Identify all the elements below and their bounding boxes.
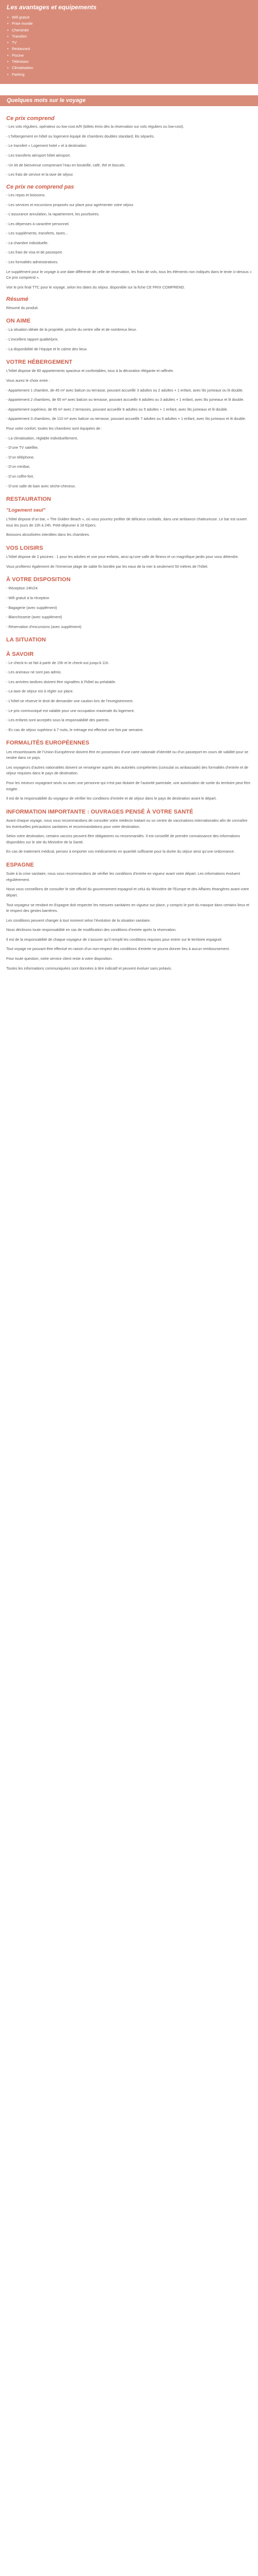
section-heading-caps: RESTAURATION — [6, 496, 51, 503]
paragraph: - Réservation d’excursions (avec supplément) — [6, 624, 82, 629]
advantage-item: • Parking — [12, 72, 251, 78]
advantages-header — [0, 0, 258, 15]
paragraph: - Wifi gratuit à la réception — [6, 595, 50, 600]
paragraph: - En cas de séjour supérieur à 7 nuits, le ménage est effectué une fois par semaine. — [6, 727, 144, 732]
paragraph: - L’hôtel se réserve le droit de demander une caution lors de l’enregistrement. — [6, 699, 134, 704]
paragraph: Tout voyageur se rendant en Espagne doit respecter les mesures sanitaires en vigueur sur place, y compris le port du masque dans certains lieux et le respect des gestes barrières. — [6, 902, 250, 913]
advantage-item: • Transfert — [12, 33, 251, 40]
page — [0, 0, 258, 975]
paragraph: L’hôtel dispose de 2 piscines : 1 pour les adultes et une pour enfants, ainsi qu’une salle de fitness et un magnifique jardin pour vous détendre. — [6, 554, 239, 559]
paragraph: Pour toute question, notre service client reste à votre disposition. — [6, 956, 113, 961]
advantages-list — [7, 14, 251, 78]
paragraph: - Les dépenses à caractère personnel. — [6, 221, 70, 226]
paragraph: - L’excellent rapport qualité/prix. — [6, 337, 59, 342]
paragraph: - Appartement supérieur, de 85 m² avec 2 terrasses, pouvant accueillir 6 adultes ou 5 adultes + 1 enfant, avec lits jumeaux et lit double. — [6, 406, 228, 412]
notes-title: Quelques mots sur le voyage — [7, 97, 86, 104]
paragraph: Vous profiterez également de l’immense plage de sable fin bordée par les eaux de la mer à seulement 50 mètres de l’hôtel. — [6, 564, 208, 569]
paragraph: Vous aurez le choix entre : — [6, 378, 50, 383]
paragraph: - Les repas et boissons. — [6, 192, 46, 197]
notes-header — [0, 95, 258, 106]
paragraph: Nous vous conseillons de consulter le site officiel du gouvernement espagnol et celui du Ministère de l’Europe et des Affaires étrangères avant votre départ. — [6, 887, 249, 897]
paragraph: - Réception 24h/24 — [6, 586, 38, 591]
paragraph: Les conditions peuvent changer à tout moment selon l’évolution de la situation sanitaire. — [6, 918, 151, 923]
section-heading-caps: FORMALITÉS EUROPÉENNES — [6, 740, 90, 747]
advantage-item: • Piscine — [12, 53, 251, 59]
section-heading-caps: VOTRE HÉBERGEMENT — [6, 359, 73, 366]
section-heading-caps: LA SITUATION — [6, 637, 46, 643]
paragraph: - La chambre individuelle. — [6, 240, 49, 245]
paragraph: Nous déclinons toute responsabilité en cas de modification des conditions d’entrée après la réservation. — [6, 927, 177, 933]
paragraph: En cas de traitement médical, pensez à emporter vos médicaments en quantité suffisante pour la durée du séjour ainsi qu’une ordonnance. — [6, 849, 235, 854]
paragraph: - Les frais de service et la taxe de séjour. — [6, 172, 74, 177]
section-heading-caps: À VOTRE DISPOSITION — [6, 577, 71, 583]
paragraph: Avant chaque voyage, nous vous recommandons de consulter votre médecin traitant ou un centre de vaccinations internationales afin de connaître les éventuelles précautions sanitaires et recommandations pour votre destination. — [6, 818, 248, 829]
section-heading-caps: VOS LOISIRS — [6, 545, 43, 551]
paragraph: Le supplément pour le voyage à une date différente de celle de réservation, les frais de vols, tous les éléments non indiqués dans le texte ci-dessus « Ce prix comprend ». — [6, 269, 252, 280]
paragraph: - Le check-in se fait à partir de 15h et le check-out jusqu’à 11h. — [6, 660, 109, 665]
paragraph: - Appartement 3 chambres, de 110 m² avec balcon ou terrasse, pouvant accueillir 7 adultes ou 6 adultes + 1 enfant, avec lits jumeaux et lit double. — [6, 416, 246, 421]
paragraph: Boissons alcoolisées interdites dans les chambres. — [6, 532, 90, 537]
paragraph: Tout voyage ne pouvant être effectué en raison d’un non-respect des conditions d’entrée ne pourra donner lieu à aucun remboursement. — [6, 946, 230, 952]
section-heading-caps: À SAVOIR — [6, 651, 34, 657]
advantages-panel — [0, 14, 258, 84]
section-heading-caps: ON AIME — [6, 318, 31, 325]
paragraph: - Les enfants sont acceptés sous la responsabilité des parents. — [6, 718, 110, 723]
paragraph: Pour votre confort, toutes les chambres sont équipées de : — [6, 426, 103, 431]
paragraph: - D’un coffre-fort, — [6, 473, 34, 479]
paragraph: - La situation idéale de la propriété, proche du centre ville et de nombreux lieux. — [6, 327, 137, 332]
paragraph: - Les suppléments, transferts, taxes... — [6, 231, 68, 236]
paragraph: - D’un minibar, — [6, 464, 30, 469]
paragraph: - Les transferts aéroport hôtel aéroport. — [6, 152, 71, 158]
section-heading: Ce prix ne comprend pas — [6, 183, 74, 190]
advantage-item: • Wifi gratuit — [12, 14, 251, 21]
paragraph: - Les animaux ne sont pas admis. — [6, 670, 62, 675]
paragraph: - Les frais de visa et de passeport. — [6, 250, 63, 255]
paragraph: - Les vols réguliers, opérateur ou low-cost A/R (billets émis dès la réservation sur vols réguliers ou low-cost). — [6, 124, 184, 129]
section-heading-caps: ESPAGNE — [6, 861, 34, 868]
paragraph: - Les formalités administratives. — [6, 260, 59, 265]
advantage-item: • Prise murale — [12, 21, 251, 27]
paragraph: - Le transfert « Logement hotel » et à destination. — [6, 143, 88, 148]
paragraph: - Le prix communiqué est valable pour une occupation maximale du logement. — [6, 708, 135, 713]
paragraph: Il est de la responsabilité du voyageur de vérifier les conditions d’entrée et de séjour dans le pays de destination avant le départ. — [6, 796, 217, 801]
paragraph: Selon votre destination, certains vaccins peuvent être obligatoires ou recommandés. Il est conseillé de prendre connaissance des informations disponibles sur le site du Ministère de la Santé. — [6, 834, 240, 844]
section-heading: Ce prix comprend — [6, 115, 55, 122]
paragraph: - Les services et excursions proposés sur place pour agrémenter votre séjour. — [6, 202, 134, 207]
section-heading: Résumé — [6, 296, 28, 303]
paragraph: - Bagagerie (avec supplément) — [6, 605, 57, 610]
paragraph: - La taxe de séjour est à régler sur place. — [6, 689, 74, 694]
paragraph: L’hôtel dispose de 80 appartements spacieux et confortables, tous à la décoration élégante et raffinée. — [6, 368, 174, 374]
notes-content — [0, 106, 258, 971]
paragraph: - Appartement 2 chambres, de 65 m² avec balcon ou terrasse, pouvant accueillir 4 adultes ou 3 adultes + 1 enfant, avec lits jumeaux et lit double. — [6, 397, 245, 402]
paragraph: - L’hébergement en hôtel ou logement équipé de chambres doubles standard, lits séparés. — [6, 133, 155, 139]
sub-heading: "Logement seul" — [6, 507, 46, 514]
advantage-item: • Cheminée — [12, 27, 251, 33]
paragraph: - L’assurance annulation, la rapatriement, les pourboires. — [6, 212, 100, 217]
paragraph: Voir le prix final TTC pour le voyage, selon les dates du séjour, disponible sur la fiche CE PRIX COMPREND. — [6, 284, 185, 290]
paragraph: Il est de la responsabilité de chaque voyageur de s’assurer qu’il remplit les conditions requises pour entrer sur le territoire espagnol. — [6, 937, 222, 942]
paragraph: - Appartement 1 chambre, de 45 m² avec balcon ou terrasse, pouvant accueillir 3 adultes ou 2 adultes + 1 enfant, avec lits jumeaux ou lit double. — [6, 387, 244, 393]
paragraph: Les voyageurs d’autres nationalités doivent se renseigner auprès des autorités compétentes (consulat ou ambassade) des formalités d’entrée et de séjour requises dans le pays de destination. — [6, 765, 249, 776]
section-heading-caps: INFORMATION IMPORTANTE : OUVRAGES PENSÉ À VOTRE SANTÉ — [6, 808, 194, 815]
paragraph: - D’un téléphone, — [6, 454, 35, 460]
paragraph: L’hôtel dispose d’un bar, « The Golden Beach », où vous pourrez profiter de délicieux cocktails, dans une ambiance chaleureuse. Le bar est ouvert tous les jours de 10h à 24h. Petit-déjeuner à 18 €/pers. — [6, 517, 247, 528]
advantage-item: • Restaurant — [12, 46, 251, 52]
paragraph: Suite à la crise sanitaire, nous vous recommandons de vérifier les conditions d’entrée en vigueur avant votre départ. Les informations évoluent régulièrement. — [6, 871, 240, 882]
paragraph: - Un kit de bienvenue comprenant l’eau en bouteille, café, thé et biscuits. — [6, 162, 126, 167]
paragraph: - La disponibilité de l’équipe et le calme des lieux. — [6, 346, 88, 351]
paragraph: Pour les mineurs voyageant seuls ou avec une personne qui n’est pas titulaire de l’autorité parentale, une autorisation de sortie du territoire peut être exigée. — [6, 781, 251, 791]
paragraph: - D’une TV satellite, — [6, 445, 39, 450]
paragraph: Les ressortissants de l’Union Européenne doivent être en possession d’une carte nationale d’identité ou d’un passeport en cours de validité pour se rendre dans ce pays. — [6, 749, 249, 760]
paragraph: - Blanchisserie (avec supplément) — [6, 615, 62, 620]
paragraph: - La climatisation, réglable individuellement, — [6, 435, 78, 440]
advantages-title: Les avantages et equipements — [7, 4, 97, 11]
advantage-item: • Télévision — [12, 59, 251, 65]
advantage-item: • Climatisation — [12, 65, 251, 71]
paragraph: Toutes les informations communiquées sont données à titre indicatif et peuvent évoluer sans préavis. — [6, 965, 172, 971]
paragraph: Résumé du produit. — [6, 305, 39, 310]
paragraph: - D’une salle de bain avec sèche-cheveux. — [6, 483, 76, 488]
paragraph: - Les arrivées tardives doivent être signalées à l’hôtel au préalable. — [6, 679, 116, 684]
advantage-item: • TV — [12, 40, 251, 46]
